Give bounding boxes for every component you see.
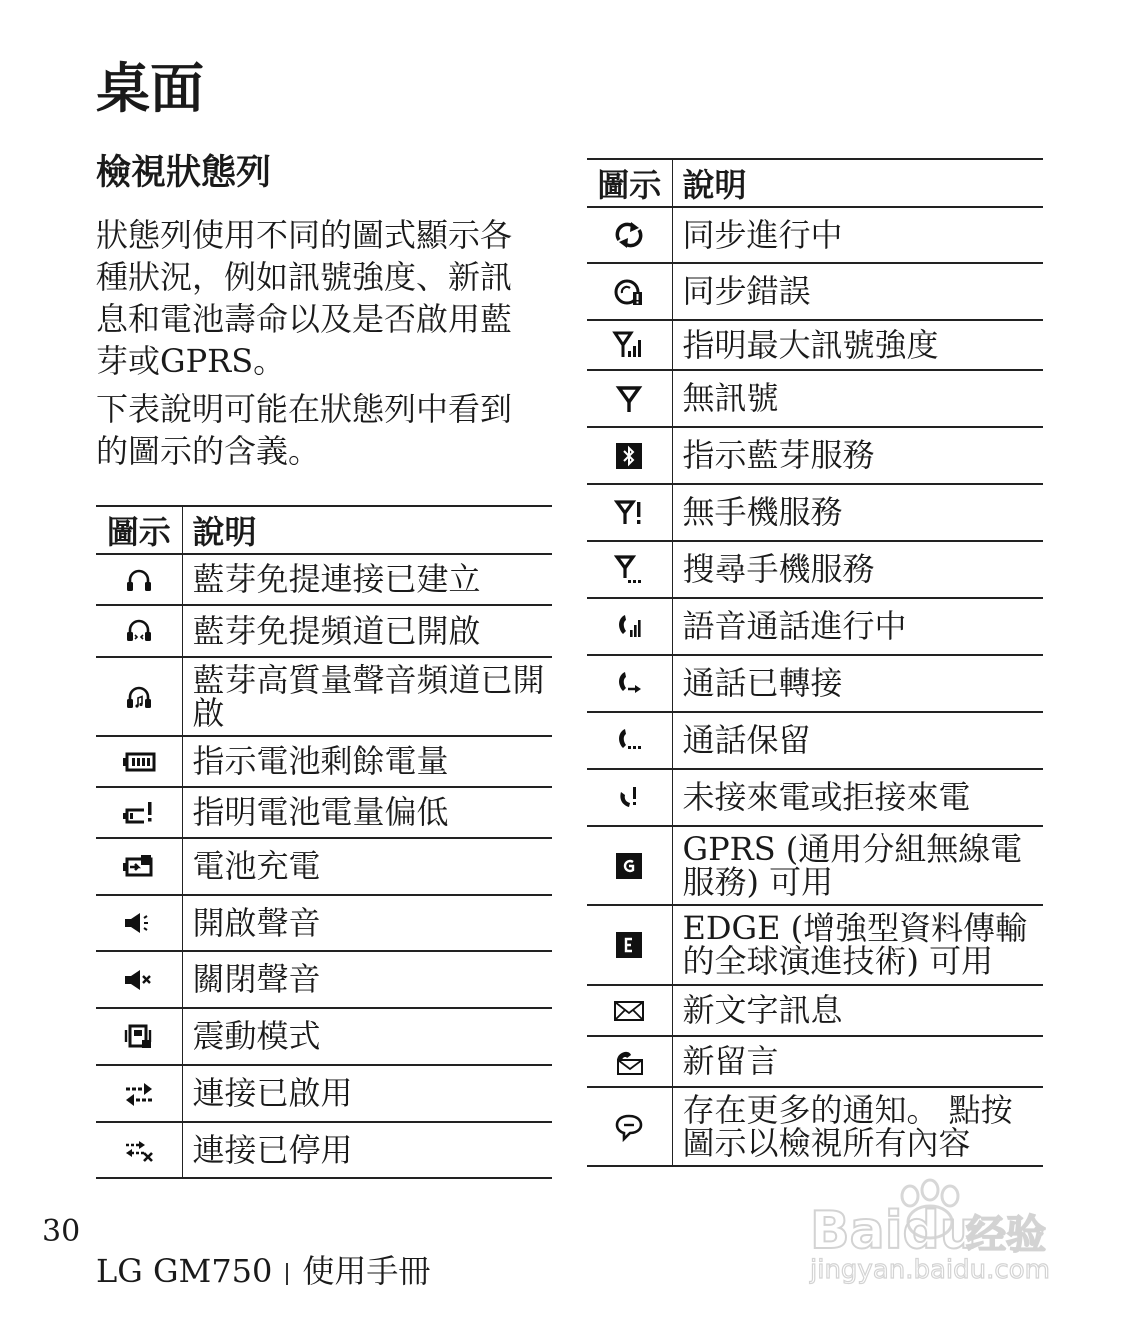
- table-row: [587, 985, 1043, 1036]
- edge-icon: [587, 905, 672, 985]
- table-cell: 存在更多的通知。 點按圖示以檢視所有內容: [682, 1090, 1013, 1162]
- table-header-row: [587, 159, 1043, 207]
- table-cell: 開啟聲音: [192, 903, 321, 942]
- table-cell: GPRS (通用分組無線電服務) 可用: [682, 829, 1023, 901]
- table-cell: 電池充電: [192, 847, 321, 885]
- table-header-row: [96, 506, 552, 554]
- table-row: [587, 541, 1043, 598]
- table-cell: 連接已停用: [192, 1130, 353, 1169]
- table-cell: 搜尋手機服務: [682, 550, 875, 588]
- table-cell: EDGE (增強型資料傳輸的全球演進技術) 可用: [682, 909, 1028, 980]
- table-cell: 藍芽免提連接已建立: [192, 560, 481, 598]
- connection-disabled-icon: [96, 1122, 182, 1178]
- table-row: [587, 712, 1043, 769]
- table-cell: 震動模式: [192, 1017, 321, 1055]
- no-signal-icon: [587, 370, 672, 427]
- footer-separator: [286, 1263, 288, 1285]
- table-row: [587, 207, 1043, 263]
- sound-on-icon: [96, 895, 182, 951]
- table-cell: 同步錯誤: [682, 272, 811, 310]
- table-row: [96, 736, 552, 787]
- sync-error-icon: [587, 263, 672, 320]
- section-heading: 檢視狀態列: [96, 153, 272, 193]
- table-row: [587, 1036, 1043, 1087]
- header-desc-col: 說明: [682, 166, 747, 204]
- table-row: [587, 655, 1043, 712]
- intro-paragraph: 狀態列使用不同的圖式顯示各種狀況，例如訊號強度、新訊息和電池壽命以及是否啟用藍芽或GPRS。: [96, 216, 513, 380]
- signal-max-icon: [587, 320, 672, 370]
- searching-service-icon: [587, 541, 672, 598]
- table-row: [96, 554, 552, 605]
- new-voicemail-icon: [587, 1036, 672, 1087]
- sync-icon: [587, 207, 672, 263]
- status-icon-table-right: [587, 158, 1043, 1167]
- headset-channel-icon: [96, 605, 182, 657]
- table-row: [96, 787, 552, 838]
- table-cell: 藍芽高質量聲音頻道已開啟: [192, 660, 545, 732]
- call-hold-icon: [587, 712, 672, 769]
- table-cell: 未接來電或拒接來電: [682, 778, 971, 816]
- footer-model: LG GM750: [96, 1252, 273, 1290]
- table-row: [587, 1087, 1043, 1166]
- battery-low-icon: [96, 787, 182, 838]
- page-title: 桌面: [96, 57, 204, 120]
- missed-call-icon: [587, 769, 672, 826]
- table-row: [587, 905, 1043, 985]
- table-row: [587, 427, 1043, 484]
- status-icon-table-left: [96, 505, 552, 1179]
- table-row: [587, 320, 1043, 370]
- table-row: [587, 484, 1043, 541]
- table-cell: 關閉聲音: [192, 960, 321, 998]
- headset-icon: [96, 554, 182, 605]
- header-icon-col: 圖示: [587, 159, 672, 207]
- table-row: [96, 1122, 552, 1178]
- connection-active-icon: [96, 1065, 182, 1122]
- more-notifications-icon: [587, 1087, 672, 1166]
- call-forwarded-icon: [587, 655, 672, 712]
- table-row: [96, 605, 552, 657]
- footer: [96, 1246, 430, 1292]
- table-row: [96, 1008, 552, 1065]
- table-cell: 指示電池剩餘電量: [192, 742, 449, 780]
- table-cell: 新留言: [682, 1042, 779, 1080]
- table-cell: 語音通話進行中: [682, 607, 907, 645]
- no-service-icon: [587, 484, 672, 541]
- table-cell: 通話已轉接: [682, 664, 843, 702]
- battery-full-icon: [96, 736, 182, 787]
- table-cell: 藍芽免提頻道已開啟: [192, 611, 481, 650]
- header-desc-col: 說明: [192, 513, 257, 551]
- table-row: [96, 951, 552, 1008]
- page-number: 30: [42, 1214, 81, 1249]
- headset-hq-audio-icon: [96, 657, 182, 736]
- table-cell: 指明電池電量偏低: [192, 793, 449, 831]
- table-cell: 連接已啟用: [192, 1074, 353, 1112]
- baidu-watermark: [806, 1176, 1066, 1286]
- table-cell: 無訊號: [682, 379, 779, 417]
- header-icon-col: 圖示: [96, 506, 182, 554]
- table-cell: 同步進行中: [682, 215, 843, 254]
- new-sms-icon: [587, 985, 672, 1036]
- bluetooth-icon: [587, 427, 672, 484]
- table-row: [96, 895, 552, 951]
- table-cell: 指明最大訊號強度: [682, 325, 939, 364]
- table-row: [96, 657, 552, 736]
- gprs-icon: [587, 826, 672, 905]
- table-row: [587, 370, 1043, 427]
- footer-manual: 使用手冊: [302, 1252, 431, 1290]
- watermark-suffix: 经验: [966, 1212, 1046, 1258]
- table-row: [587, 826, 1043, 905]
- intro-paragraph-2: 下表說明可能在狀態列中看到的圖示的含義。: [96, 390, 513, 470]
- table-row: [587, 263, 1043, 320]
- watermark-brand: Baidu: [810, 1201, 977, 1261]
- battery-charging-icon: [96, 838, 182, 895]
- vibrate-icon: [96, 1008, 182, 1065]
- table-row: [96, 838, 552, 895]
- table-row: [587, 598, 1043, 655]
- watermark-url: jingyan.baidu.com: [810, 1255, 1050, 1285]
- voice-call-icon: [587, 598, 672, 655]
- table-cell: 通話保留: [682, 721, 811, 759]
- table-cell: 指示藍芽服務: [682, 436, 875, 474]
- table-row: [587, 769, 1043, 826]
- table-cell: 無手機服務: [682, 493, 843, 531]
- table-row: [96, 1065, 552, 1122]
- table-cell: 新文字訊息: [682, 991, 843, 1029]
- sound-off-icon: [96, 951, 182, 1008]
